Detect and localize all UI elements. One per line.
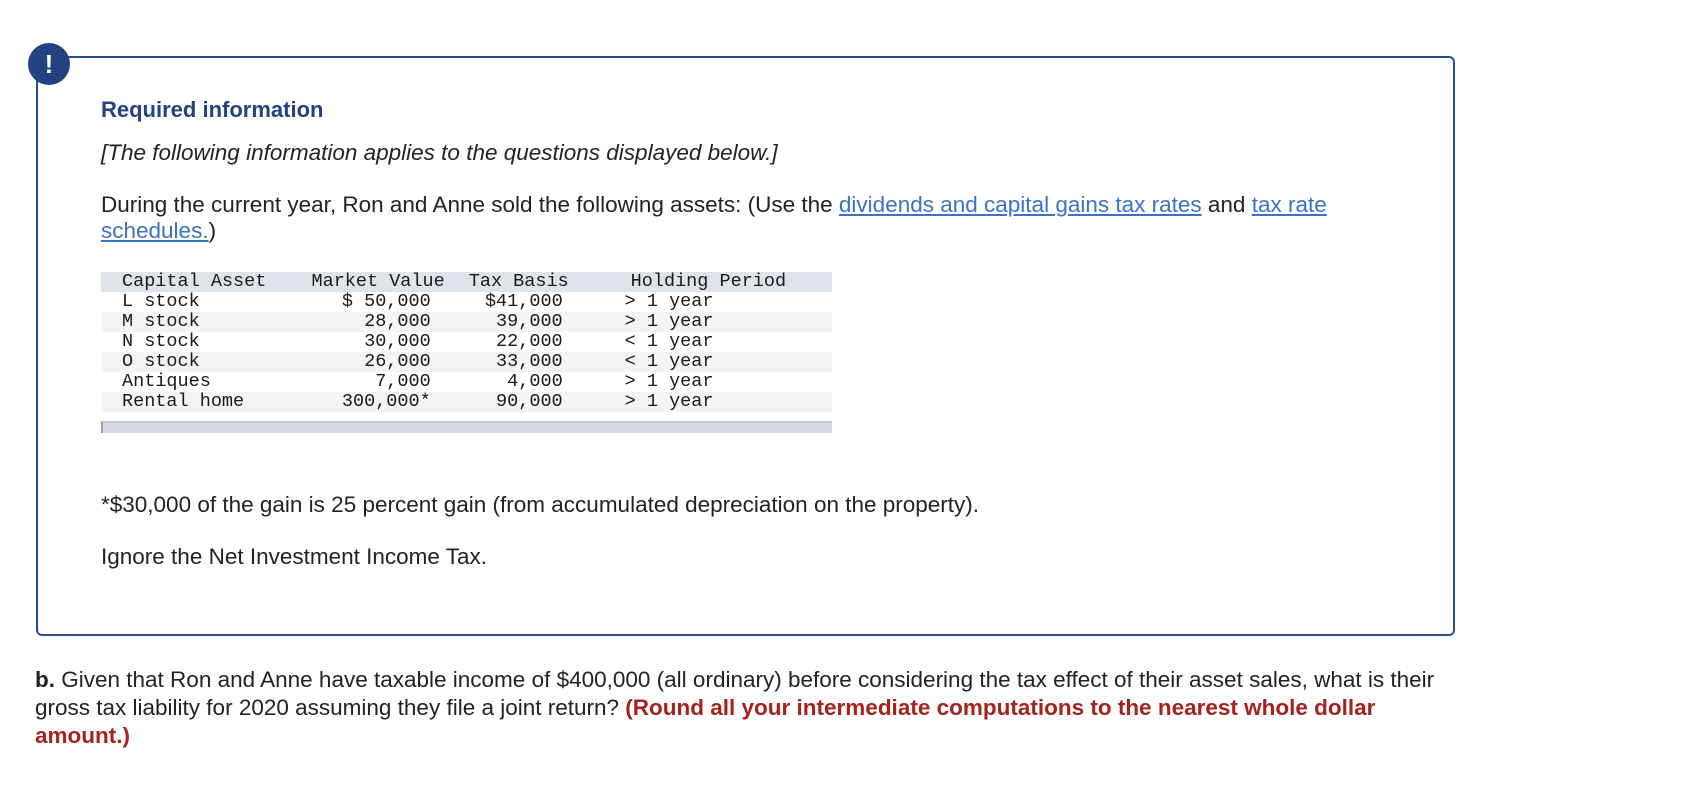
cell-asset: Rental home bbox=[122, 391, 245, 412]
cell-holding-period: > 1 year bbox=[624, 391, 714, 412]
cell-asset: O stock bbox=[122, 351, 200, 372]
cell-market-value: 30,000 bbox=[364, 331, 431, 352]
header-holding-period: Holding Period bbox=[630, 271, 787, 292]
cell-holding-period: > 1 year bbox=[624, 291, 714, 312]
assets-table-container bbox=[101, 272, 832, 433]
cell-tax-basis: 90,000 bbox=[496, 391, 563, 412]
table-row bbox=[101, 352, 832, 372]
cell-holding-period: < 1 year bbox=[624, 351, 714, 372]
lead-and: and bbox=[1201, 192, 1252, 217]
lead-paragraph bbox=[101, 192, 1401, 244]
question-b bbox=[35, 666, 1475, 750]
ignore-niit-note: Ignore the Net Investment Income Tax. bbox=[101, 544, 488, 569]
dividends-capital-gains-link[interactable]: dividends and capital gains tax rates bbox=[838, 192, 1202, 217]
lead-close: ) bbox=[208, 218, 217, 243]
cell-asset: M stock bbox=[122, 311, 200, 332]
cell-asset: Antiques bbox=[122, 371, 211, 392]
cell-asset: N stock bbox=[122, 331, 200, 352]
cell-holding-period: > 1 year bbox=[624, 371, 714, 392]
cell-tax-basis: 22,000 bbox=[496, 331, 563, 352]
cell-market-value: 7,000 bbox=[375, 371, 431, 392]
table-row bbox=[101, 392, 832, 412]
header-capital-asset: Capital Asset bbox=[122, 271, 267, 292]
required-information-title: Required information bbox=[101, 97, 324, 122]
cell-market-value: 28,000 bbox=[364, 311, 431, 332]
assets-table bbox=[101, 272, 832, 412]
header-tax-basis: Tax Basis bbox=[468, 271, 569, 292]
rental-home-footnote: *$30,000 of the gain is 25 percent gain (from accumulated depreciation on the property). bbox=[101, 492, 980, 517]
table-row bbox=[101, 312, 832, 332]
exclamation-icon: ! bbox=[28, 43, 70, 85]
cell-tax-basis: 33,000 bbox=[496, 351, 563, 372]
question-label: b. bbox=[35, 667, 55, 692]
required-information-panel bbox=[36, 56, 1455, 636]
table-header-row bbox=[101, 272, 832, 292]
cell-asset: L stock bbox=[122, 291, 200, 312]
cell-holding-period: < 1 year bbox=[624, 331, 714, 352]
cell-tax-basis: $41,000 bbox=[484, 291, 563, 312]
intro-text: [The following information applies to the questions displayed below.] bbox=[101, 140, 778, 165]
cell-holding-period: > 1 year bbox=[624, 311, 714, 332]
question-text: Given that Ron and Anne have taxable income of $400,000 (all ordinary) before considering the tax effect of their asset sales, what is their gross tax liability for 2020 assuming they file a joint return? bbox=[35, 667, 1435, 720]
table-footer-bar bbox=[101, 421, 832, 433]
tax-rate-schedules-link[interactable]: tax rate schedules. bbox=[101, 192, 1327, 243]
rounding-instruction: (Round all your intermediate computations to the nearest whole dollar amount.) bbox=[35, 695, 1376, 748]
cell-tax-basis: 4,000 bbox=[507, 371, 563, 392]
cell-tax-basis: 39,000 bbox=[496, 311, 563, 332]
table-row bbox=[101, 292, 832, 312]
lead-text: During the current year, Ron and Anne sold the following assets: (Use the bbox=[101, 192, 839, 217]
table-row bbox=[101, 372, 832, 392]
cell-market-value: 26,000 bbox=[364, 351, 431, 372]
cell-market-value: $ 50,000 bbox=[341, 291, 431, 312]
header-market-value: Market Value bbox=[311, 271, 445, 292]
cell-market-value: 300,000* bbox=[341, 391, 431, 412]
table-row bbox=[101, 332, 832, 352]
